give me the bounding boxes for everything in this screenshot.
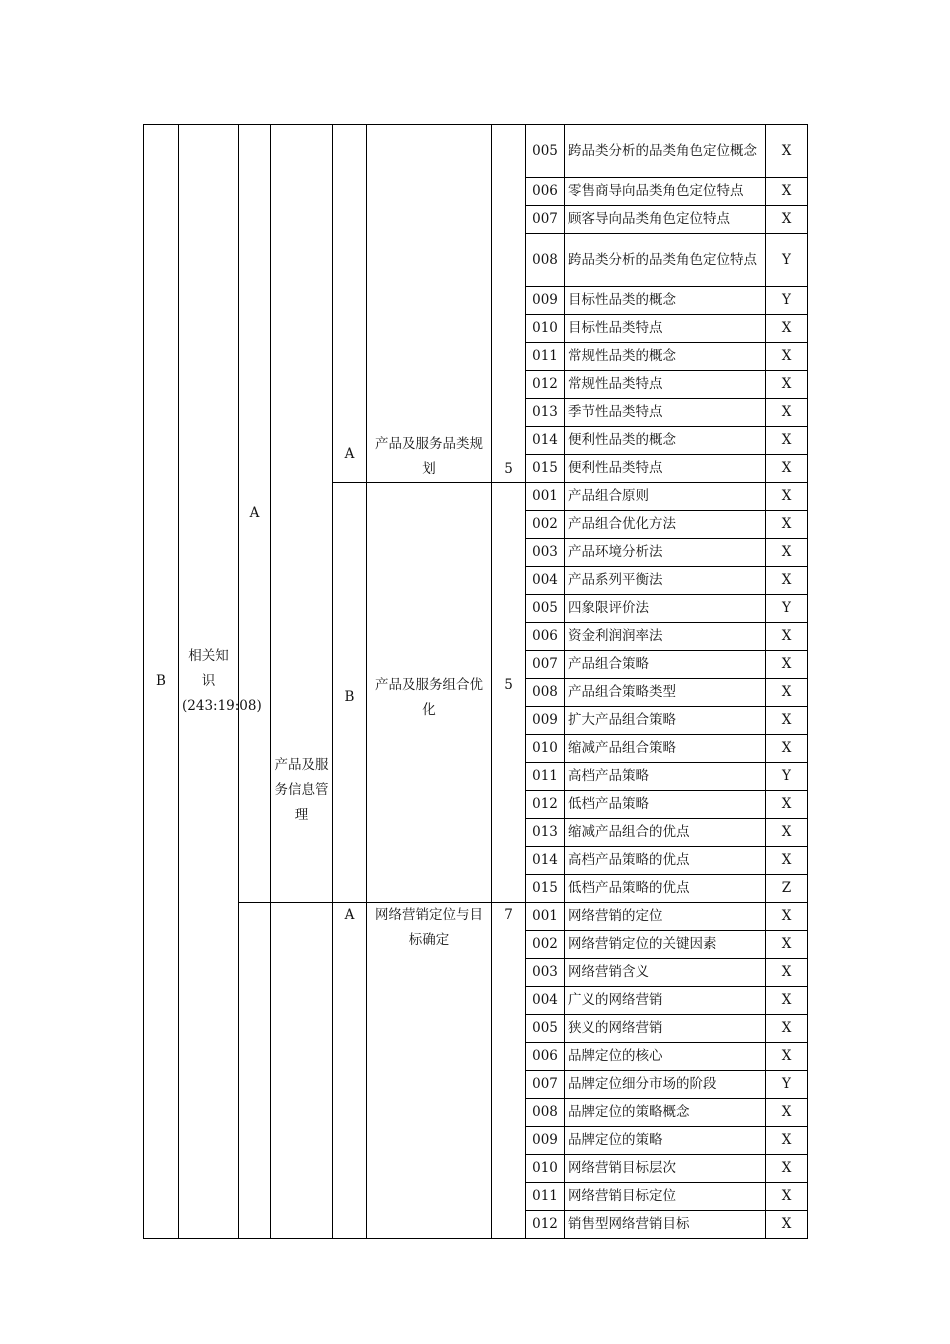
item-text: 扩大产品组合策略 <box>565 707 766 735</box>
item-text: 常规性品类的概念 <box>565 343 766 371</box>
item-number: 014 <box>526 427 565 455</box>
item-grade: X <box>766 1043 808 1071</box>
item-grade: X <box>766 511 808 539</box>
item-text: 品牌定位的策略概念 <box>565 1099 766 1127</box>
knowledge-table <box>143 124 808 1239</box>
item-text: 品牌定位的策略 <box>565 1127 766 1155</box>
item-text: 便利性品类的概念 <box>565 427 766 455</box>
item-text: 网络营销的定位 <box>565 903 766 931</box>
item-grade: Y <box>766 595 808 623</box>
item-number: 005 <box>526 1015 565 1043</box>
item-grade: X <box>766 343 808 371</box>
item-grade: X <box>766 125 808 178</box>
item-grade: X <box>766 707 808 735</box>
level-code: B <box>144 125 179 1239</box>
item-grade: Y <box>766 763 808 791</box>
unit-count: 5 <box>492 125 526 483</box>
unit-name: 产品及服务品类规划 <box>367 125 492 483</box>
item-number: 006 <box>526 178 565 206</box>
item-grade: X <box>766 567 808 595</box>
item-number: 010 <box>526 735 565 763</box>
item-grade: X <box>766 1099 808 1127</box>
item-number: 012 <box>526 1211 565 1239</box>
item-grade: Y <box>766 287 808 315</box>
item-grade: X <box>766 679 808 707</box>
unit-count: 5 <box>492 483 526 903</box>
item-number: 002 <box>526 511 565 539</box>
module-name-empty <box>271 903 333 1239</box>
item-text: 低档产品策略的优点 <box>565 875 766 903</box>
item-text: 品牌定位的核心 <box>565 1043 766 1071</box>
item-number: 005 <box>526 595 565 623</box>
item-number: 010 <box>526 1155 565 1183</box>
item-text: 顾客导向品类角色定位特点 <box>565 206 766 234</box>
item-number: 004 <box>526 987 565 1015</box>
item-text: 产品组合原则 <box>565 483 766 511</box>
item-grade: X <box>766 791 808 819</box>
item-text: 高档产品策略的优点 <box>565 847 766 875</box>
item-grade: X <box>766 399 808 427</box>
item-grade: X <box>766 651 808 679</box>
item-grade: X <box>766 735 808 763</box>
item-text: 跨品类分析的品类角色定位特点 <box>565 234 766 287</box>
module-code: A <box>239 125 271 903</box>
item-grade: X <box>766 987 808 1015</box>
item-text: 便利性品类特点 <box>565 455 766 483</box>
item-text: 网络营销目标定位 <box>565 1183 766 1211</box>
unit-code: A <box>333 125 367 483</box>
table-row <box>144 125 808 178</box>
item-number: 007 <box>526 206 565 234</box>
item-text: 狭义的网络营销 <box>565 1015 766 1043</box>
item-number: 007 <box>526 651 565 679</box>
unit-count: 7 <box>492 903 526 1239</box>
item-number: 012 <box>526 371 565 399</box>
item-number: 011 <box>526 343 565 371</box>
item-number: 009 <box>526 287 565 315</box>
item-grade: X <box>766 931 808 959</box>
item-number: 005 <box>526 125 565 178</box>
item-number: 014 <box>526 847 565 875</box>
item-number: 011 <box>526 763 565 791</box>
item-grade: X <box>766 483 808 511</box>
knowledge-category: 相关知识(243:19:08) <box>179 125 239 1239</box>
table-body <box>144 125 808 1239</box>
item-text: 产品组合策略 <box>565 651 766 679</box>
item-text: 产品系列平衡法 <box>565 567 766 595</box>
item-grade: X <box>766 623 808 651</box>
module-name-text: 产品及服务信息管理 <box>274 757 329 823</box>
item-grade: X <box>766 903 808 931</box>
item-number: 001 <box>526 903 565 931</box>
item-number: 004 <box>526 567 565 595</box>
item-number: 006 <box>526 623 565 651</box>
item-grade: X <box>766 178 808 206</box>
item-number: 011 <box>526 1183 565 1211</box>
item-number: 003 <box>526 959 565 987</box>
item-number: 013 <box>526 399 565 427</box>
item-number: 003 <box>526 539 565 567</box>
unit-name: 网络营销定位与目标确定 <box>367 903 492 1239</box>
item-grade: X <box>766 1155 808 1183</box>
item-grade: X <box>766 206 808 234</box>
item-text: 四象限评价法 <box>565 595 766 623</box>
item-text: 高档产品策略 <box>565 763 766 791</box>
item-text: 常规性品类特点 <box>565 371 766 399</box>
item-text: 资金利润润率法 <box>565 623 766 651</box>
item-number: 009 <box>526 707 565 735</box>
item-number: 001 <box>526 483 565 511</box>
item-grade: X <box>766 427 808 455</box>
item-text: 缩减产品组合的优点 <box>565 819 766 847</box>
item-grade: X <box>766 539 808 567</box>
item-number: 006 <box>526 1043 565 1071</box>
unit-code: B <box>333 483 367 903</box>
item-grade: X <box>766 1127 808 1155</box>
item-text: 网络营销目标层次 <box>565 1155 766 1183</box>
item-number: 010 <box>526 315 565 343</box>
table-row <box>144 903 808 931</box>
item-grade: X <box>766 371 808 399</box>
item-grade: Y <box>766 1071 808 1099</box>
item-number: 015 <box>526 875 565 903</box>
unit-code: A <box>333 903 367 1239</box>
item-text: 产品组合策略类型 <box>565 679 766 707</box>
item-text: 目标性品类特点 <box>565 315 766 343</box>
item-grade: X <box>766 455 808 483</box>
item-number: 002 <box>526 931 565 959</box>
item-grade: X <box>766 959 808 987</box>
item-text: 网络营销定位的关键因素 <box>565 931 766 959</box>
item-text: 目标性品类的概念 <box>565 287 766 315</box>
item-text: 零售商导向品类角色定位特点 <box>565 178 766 206</box>
item-number: 008 <box>526 234 565 287</box>
item-grade: X <box>766 819 808 847</box>
item-grade: X <box>766 1183 808 1211</box>
item-grade: X <box>766 847 808 875</box>
item-text: 广义的网络营销 <box>565 987 766 1015</box>
item-grade: X <box>766 315 808 343</box>
item-text: 季节性品类特点 <box>565 399 766 427</box>
module-name <box>271 125 333 903</box>
item-text: 跨品类分析的品类角色定位概念 <box>565 125 766 178</box>
item-number: 009 <box>526 1127 565 1155</box>
item-text: 缩减产品组合策略 <box>565 735 766 763</box>
item-text: 销售型网络营销目标 <box>565 1211 766 1239</box>
item-text: 低档产品策略 <box>565 791 766 819</box>
item-grade: X <box>766 1211 808 1239</box>
item-number: 013 <box>526 819 565 847</box>
item-number: 008 <box>526 679 565 707</box>
item-text: 产品环境分析法 <box>565 539 766 567</box>
unit-name: 产品及服务组合优化 <box>367 483 492 903</box>
item-grade: Z <box>766 875 808 903</box>
item-number: 015 <box>526 455 565 483</box>
item-grade: X <box>766 1015 808 1043</box>
item-number: 008 <box>526 1099 565 1127</box>
item-number: 012 <box>526 791 565 819</box>
item-text: 品牌定位细分市场的阶段 <box>565 1071 766 1099</box>
item-text: 网络营销含义 <box>565 959 766 987</box>
item-number: 007 <box>526 1071 565 1099</box>
item-grade: Y <box>766 234 808 287</box>
module-code-empty <box>239 903 271 1239</box>
item-text: 产品组合优化方法 <box>565 511 766 539</box>
